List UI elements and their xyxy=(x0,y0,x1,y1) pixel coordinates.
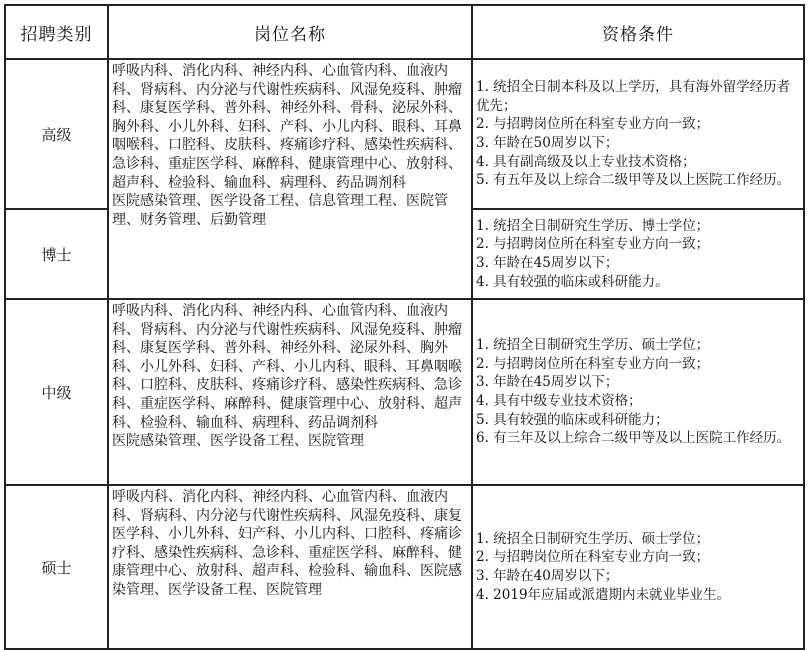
header-requirements: 资格条件 xyxy=(472,5,804,59)
requirement-item: 1. 统招全日制研究生学历、硕士学位； xyxy=(476,337,710,354)
recruitment-table xyxy=(4,4,805,650)
position-cell xyxy=(108,485,472,649)
requirement-item: 3. 年龄在40周岁以下； xyxy=(476,568,619,584)
category-cell: 博士 xyxy=(5,209,108,299)
requirement-item: 2. 与招聘岗位所在科室专业方向一致； xyxy=(476,116,710,133)
table-row xyxy=(5,299,804,485)
requirement-item: 4. 具有副高级及以上专业技术资格； xyxy=(476,153,696,170)
requirement-item: 1. 统招全日制本科及以上学历，具有海外留学经历者优先； xyxy=(476,79,791,114)
position-cell xyxy=(108,299,472,485)
position-text: 呼吸内科、消化内科、神经内科、心血管内科、血液内科、肾病科、内分泌与代谢性疾病科、风湿免疫科、肿瘤科、康复医学科、普外科、神经外科、泌尿外科、胸外科、小儿外科、妇科、产科、小儿内科、眼科、耳鼻咽喉科、口腔科、皮肤科、疼痛诊疗科、感染性疾病科、急诊科、重症医学科、麻醉科、健康管理中心、放射科、超声科、检验科、输血科、病理科、药品调剂科 xyxy=(112,303,462,431)
requirement-item: 4. 2019年应届或派遣期内未就业毕业生。 xyxy=(476,586,731,603)
recruitment-table-wrapper xyxy=(4,4,803,640)
category-cell: 硕士 xyxy=(5,485,108,649)
position-cell xyxy=(108,59,472,299)
requirement-item: 4. 具有较强的临床或科研能力。 xyxy=(476,273,669,290)
requirement-item: 2. 与招聘岗位所在科室专业方向一致； xyxy=(476,549,710,566)
category-cell: 高级 xyxy=(5,59,108,209)
requirement-item: 4. 具有中级专业技术资格； xyxy=(476,393,642,409)
table-row xyxy=(5,59,804,209)
position-text: 医院感染管理、医学设备工程、医院管理 xyxy=(112,433,364,450)
requirement-item: 5. 有五年及以上综合二级甲等及以上医院工作经历。 xyxy=(476,172,791,189)
position-text: 呼吸内科、消化内科、神经内科、心血管内科、血液内科、肾病科、内分泌与代谢性疾病科、风湿免疫科、肿瘤科、康复医学科、普外科、神经外科、骨科、泌尿外科、胸外科、小儿外科、妇科、产科、小儿内科、眼科、耳鼻咽喉科、口腔科、皮肤科、疼痛诊疗科、感染性疾病科、急诊科、重症医学科、麻醉科、健康管理中心、放射科、超声科、检验科、输血科、病理科、药品调剂科 xyxy=(112,63,462,191)
requirement-item: 2. 与招聘岗位所在科室专业方向一致； xyxy=(476,355,710,372)
header-row xyxy=(5,5,804,59)
requirements-cell xyxy=(472,485,804,649)
header-position: 岗位名称 xyxy=(108,5,472,59)
requirements-cell xyxy=(472,59,804,209)
requirement-item: 5. 具有较强的临床或科研能力； xyxy=(476,411,669,428)
requirement-item: 3. 年龄在45周岁以下； xyxy=(476,374,619,391)
requirements-cell xyxy=(472,209,804,299)
requirement-item: 1. 统招全日制研究生学历、硕士学位； xyxy=(476,530,710,547)
table-row xyxy=(5,485,804,649)
position-text: 呼吸内科、消化内科、神经内科、心血管内科、血液内科、肾病科、内分泌与代谢性疾病科、风湿免疫科、康复医学科、小儿外科、妇产科、小儿内科、口腔科、疼痛诊疗科、感染性疾病科、急诊科、重症医学科、麻醉科、健康管理中心、放射科、超声科、检验科、输血科、医院感染管理、医学设备工程、医院管理 xyxy=(112,489,462,598)
category-cell: 中级 xyxy=(5,299,108,485)
requirement-item: 1. 统招全日制研究生学历、博士学位； xyxy=(476,217,710,234)
position-text: 医院感染管理、医学设备工程、信息管理工程、医院管理、财务管理、后勤管理 xyxy=(112,193,448,228)
requirement-item: 3. 年龄在45周岁以下； xyxy=(476,255,619,271)
requirement-item: 3. 年龄在50周岁以下； xyxy=(476,135,619,151)
requirement-item: 2. 与招聘岗位所在科室专业方向一致； xyxy=(476,236,710,253)
requirements-cell xyxy=(472,299,804,485)
requirement-item: 6. 有三年及以上综合二级甲等及以上医院工作经历。 xyxy=(476,430,791,447)
header-category: 招聘类别 xyxy=(5,5,108,59)
